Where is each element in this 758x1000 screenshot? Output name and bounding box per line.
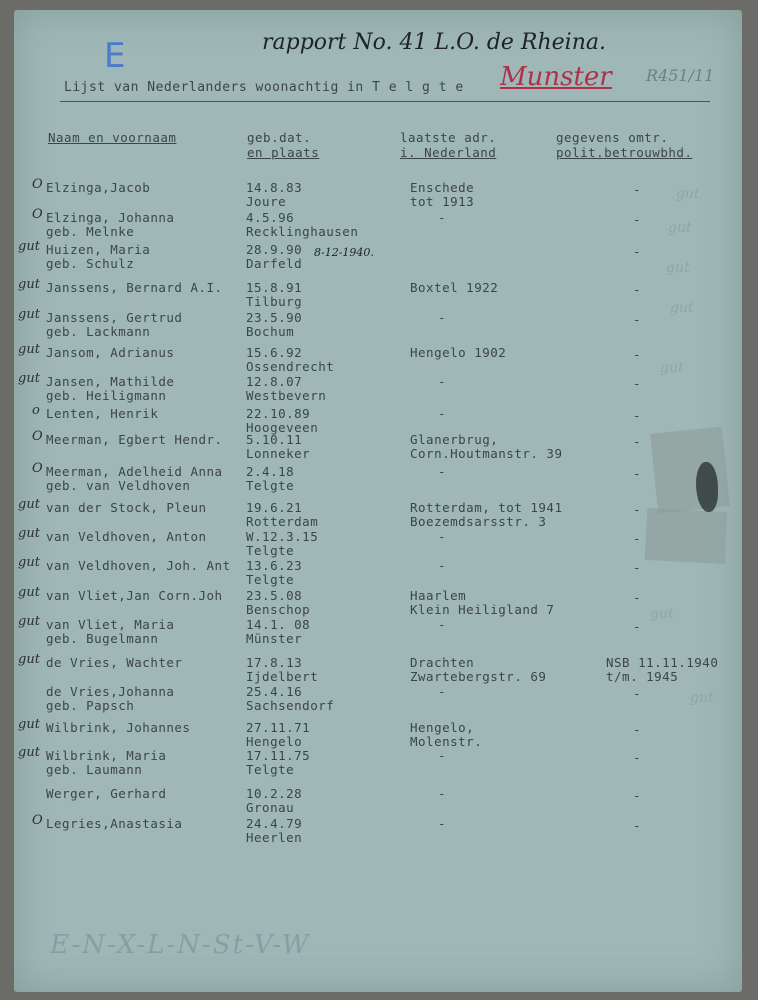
row-name-sub: geb. Papsch: [46, 698, 135, 713]
row-address: -: [438, 210, 447, 225]
row-info: -: [633, 408, 642, 423]
row-birth-date: 13.6.23: [246, 558, 303, 573]
row-info: -: [633, 531, 642, 546]
row-info-sub: t/m. 1945: [606, 669, 679, 684]
header-birth1: geb.dat.: [247, 130, 312, 145]
row-birth-date: 5.10.11: [246, 432, 303, 447]
row-info: -: [633, 590, 642, 605]
row-name: Elzinga, Johanna: [46, 210, 175, 225]
row-info: -: [633, 182, 642, 197]
row-birth-place: Rotterdam: [246, 514, 319, 529]
row-name: Wilbrink, Maria: [46, 748, 167, 763]
row-birth-place: Lonneker: [246, 446, 311, 461]
row-info: -: [633, 560, 642, 575]
row-address: -: [438, 374, 447, 389]
row-name: Lenten, Henrik: [46, 406, 159, 421]
row-birth-place: Hengelo: [246, 734, 303, 749]
handwritten-title: rapport No. 41 L.O. de Rheina.: [262, 30, 606, 55]
row-birth-date: 28.9.90: [246, 242, 303, 257]
row-name: Meerman, Egbert Hendr.: [46, 432, 223, 447]
row-address: -: [438, 617, 447, 632]
row-mark: gut: [18, 371, 40, 386]
row-birth-date: 27.11.71: [246, 720, 311, 735]
row-name: Jansom, Adrianus: [46, 345, 175, 360]
row-birth-date: 19.6.21: [246, 500, 303, 515]
row-birth-place: Münster: [246, 631, 303, 646]
row-info: -: [633, 434, 642, 449]
row-info: -: [633, 244, 642, 259]
margin-date: 8-12-1940.: [314, 246, 374, 259]
row-mark: gut: [18, 652, 40, 667]
pencil-note: gut: [660, 360, 684, 376]
row-birth-date: 2.4.18: [246, 464, 295, 479]
row-mark: gut: [18, 277, 40, 292]
row-address: -: [438, 406, 447, 421]
row-birth-place: Bochum: [246, 324, 295, 339]
blue-letter: E: [104, 36, 126, 76]
row-info: -: [633, 502, 642, 517]
row-name-sub: geb. Heiligmann: [46, 388, 167, 403]
row-birth-date: 14.1. 08: [246, 617, 311, 632]
row-info: -: [633, 282, 642, 297]
row-mark: O: [32, 177, 43, 192]
row-birth-date: 4.5.96: [246, 210, 295, 225]
row-info: -: [633, 312, 642, 327]
row-address: -: [438, 464, 447, 479]
row-address: -: [438, 816, 447, 831]
row-address-sub: Zwartebergstr. 69: [410, 669, 547, 684]
row-info: -: [633, 750, 642, 765]
row-info: -: [633, 619, 642, 634]
row-mark: O: [32, 207, 43, 222]
row-address: Glanerbrug,: [410, 432, 499, 447]
row-birth-place: Telgte: [246, 478, 295, 493]
row-address: Hengelo,: [410, 720, 475, 735]
row-birth-date: 14.8.83: [246, 180, 303, 195]
tape-patch: [650, 426, 730, 513]
row-name: Huizen, Maria: [46, 242, 151, 257]
row-birth-date: 15.8.91: [246, 280, 303, 295]
row-address: Drachten: [410, 655, 475, 670]
row-mark: gut: [18, 342, 40, 357]
row-mark: gut: [18, 585, 40, 600]
row-address: Enschede: [410, 180, 475, 195]
row-birth-date: 22.10.89: [246, 406, 311, 421]
row-address: Haarlem: [410, 588, 467, 603]
pencil-note: gut: [676, 186, 700, 202]
row-birth-date: 23.5.08: [246, 588, 303, 603]
row-name: de Vries,Johanna: [46, 684, 175, 699]
row-mark: O: [32, 429, 43, 444]
row-mark: gut: [18, 614, 40, 629]
row-address: -: [438, 684, 447, 699]
row-name: Meerman, Adelheid Anna: [46, 464, 223, 479]
row-name: Werger, Gerhard: [46, 786, 167, 801]
row-address: -: [438, 786, 447, 801]
row-info: -: [633, 818, 642, 833]
row-birth-date: 23.5.90: [246, 310, 303, 325]
row-birth-place: Hoogeveen: [246, 420, 319, 435]
tape-patch: [645, 508, 728, 564]
row-info: -: [633, 347, 642, 362]
pencil-note: gut: [666, 260, 690, 276]
row-birth-date: 10.2.28: [246, 786, 303, 801]
row-mark: gut: [18, 555, 40, 570]
row-birth-place: Telgte: [246, 543, 295, 558]
row-birth-date: 17.11.75: [246, 748, 311, 763]
header-addr2: i. Nederland: [400, 145, 497, 160]
row-address: Rotterdam, tot 1941: [410, 500, 563, 515]
row-mark: gut: [18, 717, 40, 732]
row-name: van der Stock, Pleun: [46, 500, 207, 515]
row-birth-place: Gronau: [246, 800, 295, 815]
row-birth-place: Recklinghausen: [246, 224, 359, 239]
row-birth-place: Ossendrecht: [246, 359, 335, 374]
row-name: de Vries, Wachter: [46, 655, 183, 670]
title-rule: [60, 101, 710, 102]
row-birth-place: Benschop: [246, 602, 311, 617]
row-mark: O: [32, 813, 43, 828]
row-name: Janssens, Bernard A.I.: [46, 280, 223, 295]
row-name: van Veldhoven, Joh. Ant: [46, 558, 231, 573]
row-name: van Veldhoven, Anton: [46, 529, 207, 544]
row-address: -: [438, 310, 447, 325]
row-info: -: [633, 212, 642, 227]
row-name-sub: geb. Schulz: [46, 256, 135, 271]
header-name: Naam en voornaam: [48, 130, 177, 145]
ink-stain: [696, 462, 718, 512]
row-address: -: [438, 558, 447, 573]
row-mark: gut: [18, 497, 40, 512]
row-birth-place: Telgte: [246, 572, 295, 587]
header-birth2: en plaats: [247, 145, 320, 160]
row-address: Boxtel 1922: [410, 280, 499, 295]
header-addr1: laatste adr.: [400, 130, 497, 145]
row-mark: O: [32, 461, 43, 476]
row-mark: gut: [18, 526, 40, 541]
row-address: -: [438, 748, 447, 763]
ref-annotation: R451/11: [646, 66, 715, 85]
row-name: Legries,Anastasia: [46, 816, 183, 831]
row-info: -: [633, 686, 642, 701]
row-birth-date: W.12.3.15: [246, 529, 319, 544]
row-birth-place: Ijdelbert: [246, 669, 319, 684]
row-address: Hengelo 1902: [410, 345, 507, 360]
footer-stamp: E-N-X-L-N-St-V-W: [50, 930, 311, 960]
row-info: -: [633, 466, 642, 481]
row-address-sub: Boezemdsarsstr. 3: [410, 514, 547, 529]
row-info: -: [633, 722, 642, 737]
row-birth-date: 25.4.16: [246, 684, 303, 699]
row-name: van Vliet, Maria: [46, 617, 175, 632]
row-name: Elzinga,Jacob: [46, 180, 151, 195]
red-annotation: Munster: [500, 62, 612, 92]
header-info1: gegevens omtr.: [556, 130, 669, 145]
row-name-sub: geb. Lackmann: [46, 324, 151, 339]
row-info: -: [633, 376, 642, 391]
row-name: Janssens, Gertrud: [46, 310, 183, 325]
row-mark: gut: [18, 745, 40, 760]
row-info: NSB 11.11.1940: [606, 655, 719, 670]
row-name: Jansen, Mathilde: [46, 374, 175, 389]
pencil-note: gut: [690, 690, 714, 706]
row-name: Wilbrink, Johannes: [46, 720, 191, 735]
row-birth-place: Heerlen: [246, 830, 303, 845]
row-info: -: [633, 788, 642, 803]
row-birth-place: Telgte: [246, 762, 295, 777]
row-birth-place: Westbevern: [246, 388, 327, 403]
row-name-sub: geb. Melnke: [46, 224, 135, 239]
row-name-sub: geb. Laumann: [46, 762, 143, 777]
pencil-note: gut: [670, 300, 694, 316]
row-address-sub: Klein Heiligland 7: [410, 602, 555, 617]
row-address-sub: tot 1913: [410, 194, 475, 209]
row-birth-place: Joure: [246, 194, 287, 209]
row-birth-date: 12.8.07: [246, 374, 303, 389]
row-birth-place: Sachsendorf: [246, 698, 335, 713]
header-info2: polit.betrouwbhd.: [556, 145, 693, 160]
row-address-sub: Corn.Houtmanstr. 39: [410, 446, 563, 461]
row-mark: gut: [18, 307, 40, 322]
pencil-note: gut: [668, 220, 692, 236]
row-birth-place: Darfeld: [246, 256, 303, 271]
row-birth-date: 17.8.13: [246, 655, 303, 670]
row-birth-date: 24.4.79: [246, 816, 303, 831]
row-name: van Vliet,Jan Corn.Joh: [46, 588, 223, 603]
list-title: Lijst van Nederlanders woonachtig in T e l g t e: [64, 80, 464, 95]
row-name-sub: geb. van Veldhoven: [46, 478, 191, 493]
row-address-sub: Molenstr.: [410, 734, 483, 749]
row-birth-place: Tilburg: [246, 294, 303, 309]
row-name-sub: geb. Bugelmann: [46, 631, 159, 646]
row-mark: o: [32, 403, 40, 418]
row-mark: gut: [18, 239, 40, 254]
row-address: -: [438, 529, 447, 544]
row-birth-date: 15.6.92: [246, 345, 303, 360]
pencil-note: gut: [650, 606, 674, 622]
